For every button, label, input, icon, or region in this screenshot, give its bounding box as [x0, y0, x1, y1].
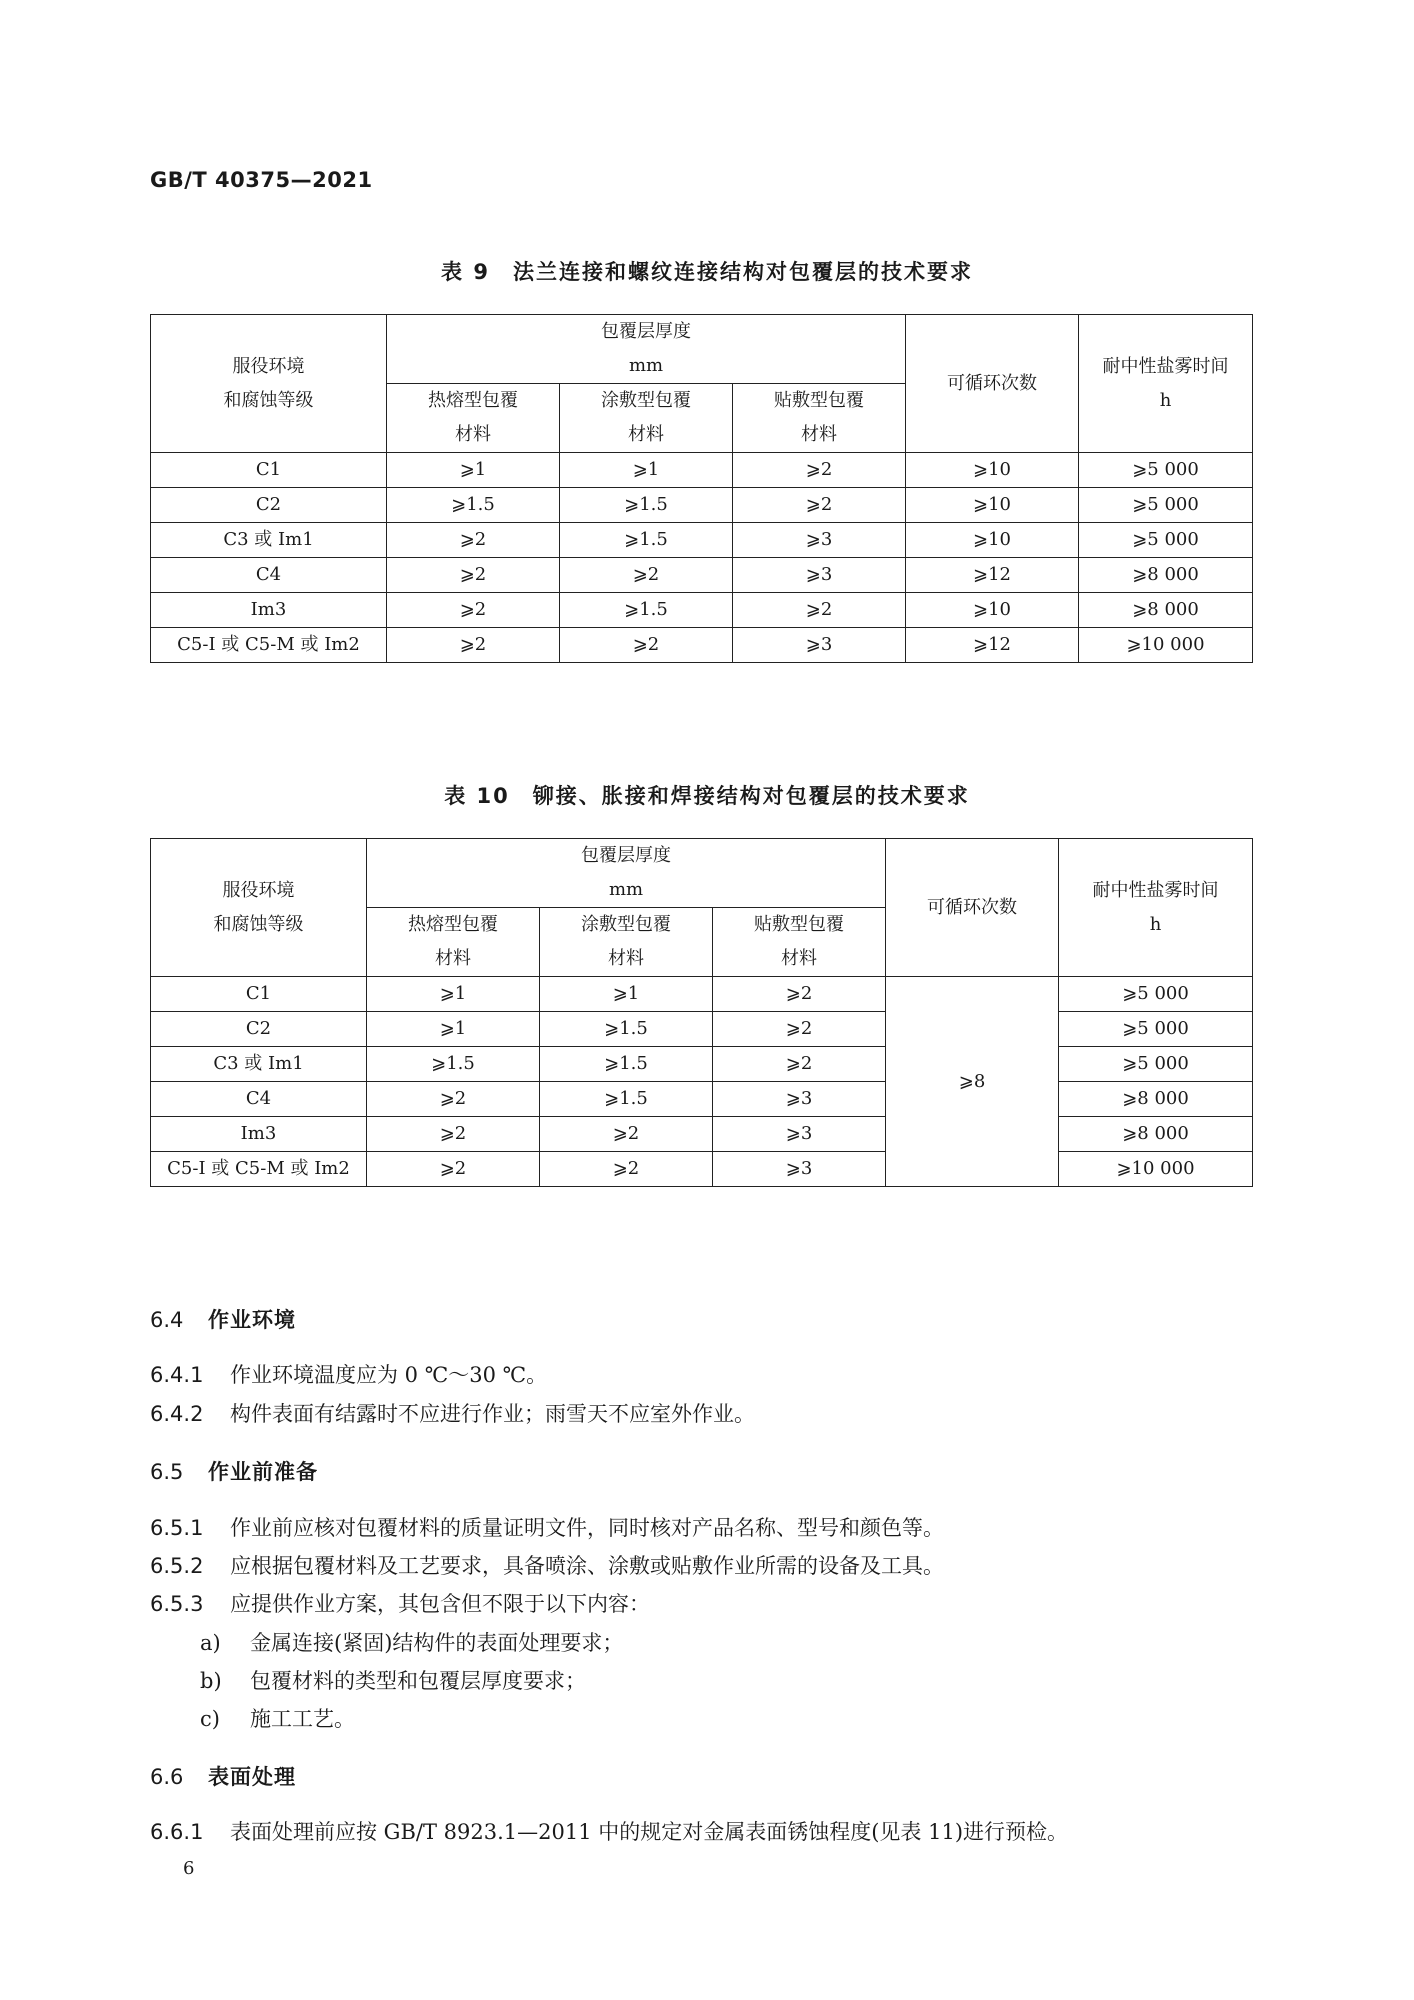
- table-row: [151, 453, 1253, 488]
- cell-cycles-merged: ⩾8: [886, 977, 1059, 1187]
- cell-coating: ⩾1.5: [560, 488, 733, 523]
- cell-cycles: ⩾12: [906, 628, 1079, 663]
- cell-sticking: ⩾2: [713, 1047, 886, 1082]
- table10-header: [151, 839, 1253, 977]
- cell-sticking: ⩾2: [733, 453, 906, 488]
- clause-6-5-2: 6.5.2 应根据包覆材料及工艺要求，具备喷涂、涂敷或贴敷作业所需的设备及工具。: [150, 1554, 944, 1578]
- cell-coating: ⩾2: [540, 1117, 713, 1152]
- section-6-5-heading: 6.5 作业前准备: [150, 1460, 318, 1484]
- clause-6-6-1: 6.6.1 表面处理前应按 GB/T 8923.1—2011 中的规定对金属表面锈蚀程度(见表 11)进行预检。: [150, 1820, 1069, 1844]
- cell-hot-melt: ⩾2: [387, 628, 560, 663]
- cell-env: C4: [151, 558, 387, 593]
- cell-hot-melt: ⩾1: [367, 977, 540, 1012]
- cell-coating: ⩾1.5: [540, 1082, 713, 1117]
- table10-body: [151, 977, 1253, 1187]
- table-row: [151, 558, 1253, 593]
- cell-sticking: ⩾3: [733, 523, 906, 558]
- cell-hot-melt: ⩾2: [367, 1152, 540, 1187]
- cell-coating: ⩾1.5: [540, 1012, 713, 1047]
- cell-salt-spray: ⩾10 000: [1079, 628, 1253, 663]
- table10-title: 表 10 铆接、胀接和焊接结构对包覆层的技术要求: [444, 784, 970, 808]
- cell-cycles: ⩾10: [906, 453, 1079, 488]
- cell-salt-spray: ⩾5 000: [1059, 977, 1253, 1012]
- cell-salt-spray: ⩾5 000: [1059, 1012, 1253, 1047]
- cell-salt-spray: ⩾5 000: [1079, 488, 1253, 523]
- table-row: [151, 488, 1253, 523]
- cell-coating: ⩾1.5: [540, 1047, 713, 1082]
- table-row: [151, 593, 1253, 628]
- header-hot-melt: 热熔型包覆 材料: [367, 908, 540, 977]
- table-row: [151, 1012, 1253, 1047]
- cell-env: C3 或 Im1: [151, 1047, 367, 1082]
- cell-salt-spray: ⩾8 000: [1059, 1117, 1253, 1152]
- cell-sticking: ⩾3: [713, 1082, 886, 1117]
- cell-env: C5-I 或 C5-M 或 Im2: [151, 628, 387, 663]
- header-sticking: 贴敷型包覆 材料: [733, 384, 906, 453]
- table9-body: [151, 453, 1253, 663]
- cell-salt-spray: ⩾5 000: [1059, 1047, 1253, 1082]
- cell-env: C4: [151, 1082, 367, 1117]
- cell-env: C1: [151, 977, 367, 1012]
- cell-env: C2: [151, 1012, 367, 1047]
- cell-hot-melt: ⩾2: [387, 523, 560, 558]
- header-hot-melt: 热熔型包覆 材料: [387, 384, 560, 453]
- section-6-6-heading: 6.6 表面处理: [150, 1765, 296, 1789]
- cell-sticking: ⩾2: [733, 488, 906, 523]
- cell-coating: ⩾1.5: [560, 593, 733, 628]
- standard-number: GB/T 40375—2021: [150, 168, 373, 192]
- cell-hot-melt: ⩾1.5: [387, 488, 560, 523]
- table-row: [151, 1047, 1253, 1082]
- cell-salt-spray: ⩾5 000: [1079, 453, 1253, 488]
- cell-salt-spray: ⩾5 000: [1079, 523, 1253, 558]
- table-row: [151, 628, 1253, 663]
- page-number: 6: [183, 1858, 195, 1879]
- header-coating: 涂敷型包覆 材料: [560, 384, 733, 453]
- cell-hot-melt: ⩾1: [387, 453, 560, 488]
- header-env: 服役环境 和腐蚀等级: [151, 839, 367, 977]
- cell-hot-melt: ⩾1.5: [367, 1047, 540, 1082]
- cell-sticking: ⩾3: [733, 628, 906, 663]
- table10: [150, 838, 1253, 1187]
- header-thickness: 包覆层厚度 mm: [387, 315, 906, 384]
- table9-header: [151, 315, 1253, 453]
- cell-hot-melt: ⩾2: [367, 1117, 540, 1152]
- header-salt-spray: 耐中性盐雾时间 h: [1059, 839, 1253, 977]
- cell-sticking: ⩾3: [713, 1117, 886, 1152]
- cell-salt-spray: ⩾10 000: [1059, 1152, 1253, 1187]
- cell-hot-melt: ⩾1: [367, 1012, 540, 1047]
- header-cycles: 可循环次数: [906, 315, 1079, 453]
- cell-coating: ⩾2: [560, 628, 733, 663]
- cell-env: C3 或 Im1: [151, 523, 387, 558]
- list-item: c) 施工工艺。: [200, 1707, 355, 1731]
- cell-coating: ⩾1.5: [560, 523, 733, 558]
- cell-sticking: ⩾3: [713, 1152, 886, 1187]
- cell-env: Im3: [151, 593, 387, 628]
- cell-hot-melt: ⩾2: [367, 1082, 540, 1117]
- cell-coating: ⩾1: [540, 977, 713, 1012]
- header-salt-spray: 耐中性盐雾时间 h: [1079, 315, 1253, 453]
- cell-coating: ⩾2: [560, 558, 733, 593]
- table-row: [151, 977, 1253, 1012]
- cell-sticking: ⩾2: [733, 593, 906, 628]
- clause-6-4-2: 6.4.2 构件表面有结露时不应进行作业；雨雪天不应室外作业。: [150, 1402, 755, 1426]
- cell-cycles: ⩾10: [906, 523, 1079, 558]
- cell-salt-spray: ⩾8 000: [1079, 593, 1253, 628]
- cell-env: C2: [151, 488, 387, 523]
- table-row: [151, 523, 1253, 558]
- header-env: 服役环境 和腐蚀等级: [151, 315, 387, 453]
- clause-6-5-3: 6.5.3 应提供作业方案，其包含但不限于以下内容：: [150, 1592, 650, 1616]
- cell-cycles: ⩾10: [906, 593, 1079, 628]
- header-coating: 涂敷型包覆 材料: [540, 908, 713, 977]
- cell-hot-melt: ⩾2: [387, 593, 560, 628]
- cell-env: C1: [151, 453, 387, 488]
- cell-coating: ⩾1: [560, 453, 733, 488]
- list-item: b) 包覆材料的类型和包覆层厚度要求；: [200, 1669, 586, 1693]
- cell-env: C5-I 或 C5-M 或 Im2: [151, 1152, 367, 1187]
- clause-6-5-1: 6.5.1 作业前应核对包覆材料的质量证明文件，同时核对产品名称、型号和颜色等。: [150, 1516, 944, 1540]
- table9-title: 表 9 法兰连接和螺纹连接结构对包覆层的技术要求: [441, 260, 973, 284]
- header-cycles: 可循环次数: [886, 839, 1059, 977]
- table-row: [151, 1117, 1253, 1152]
- clause-6-4-1: 6.4.1 作业环境温度应为 0 ℃～30 ℃。: [150, 1363, 548, 1387]
- cell-cycles: ⩾12: [906, 558, 1079, 593]
- cell-cycles: ⩾10: [906, 488, 1079, 523]
- cell-salt-spray: ⩾8 000: [1059, 1082, 1253, 1117]
- cell-coating: ⩾2: [540, 1152, 713, 1187]
- section-6-4-heading: 6.4 作业环境: [150, 1308, 296, 1332]
- cell-env: Im3: [151, 1117, 367, 1152]
- cell-hot-melt: ⩾2: [387, 558, 560, 593]
- header-sticking: 贴敷型包覆 材料: [713, 908, 886, 977]
- list-item: a) 金属连接(紧固)结构件的表面处理要求；: [200, 1631, 624, 1655]
- table-row: [151, 1082, 1253, 1117]
- cell-sticking: ⩾2: [713, 977, 886, 1012]
- table9: [150, 314, 1253, 663]
- cell-salt-spray: ⩾8 000: [1079, 558, 1253, 593]
- table-row: [151, 1152, 1253, 1187]
- cell-sticking: ⩾2: [713, 1012, 886, 1047]
- header-thickness: 包覆层厚度 mm: [367, 839, 886, 908]
- cell-sticking: ⩾3: [733, 558, 906, 593]
